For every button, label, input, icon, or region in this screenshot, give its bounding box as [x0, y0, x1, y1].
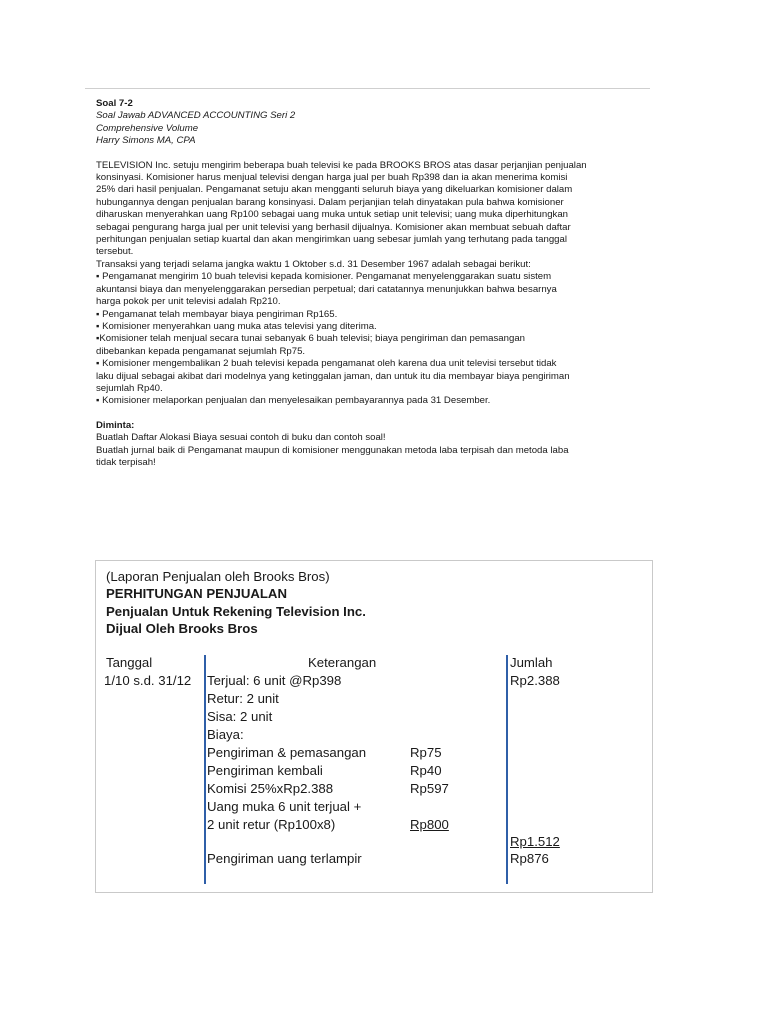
paragraph-line: sejumlah Rp40.: [96, 382, 163, 394]
detail-line: Sisa: 2 unit: [207, 709, 273, 724]
paragraph-line: ▪ Komisioner mengembalikan 2 buah televisi kepada pengamanat oleh karena dua unit televisi tersebut tidak: [96, 358, 557, 370]
cost-amount: Rp75: [410, 745, 442, 760]
problem-text: [96, 98, 646, 469]
paragraph-line: ▪Komisioner telah menjual secara tunai sebanyak 6 buah televisi; biaya pengiriman dan pemasangan: [96, 333, 525, 345]
paragraph-line: diharuskan menyerahkan uang Rp100 sebagai uang muka untuk setiap unit televisi; uang muka diperhitungkan: [96, 209, 569, 221]
paragraph-line: ▪ Komisioner menyerahkan uang muka atas televisi yang diterima.: [96, 320, 377, 332]
cost-amount: Rp40: [410, 763, 442, 778]
detail-line: Pengiriman kembali: [207, 763, 323, 778]
paragraph-line: konsinyasi. Komisioner harus menjual televisi dengan harga jual per buah Rp398 dan ia akan menerima komisi: [96, 172, 568, 184]
detail-line: Terjual: 6 unit @Rp398: [207, 673, 342, 688]
paragraph-line: 25% dari hasil penjualan. Pengamanat setuju akan mengganti seluruh biaya yang dikeluarkan komisioner dalam: [96, 184, 573, 196]
diminta-line: Buatlah jurnal baik di Pengamanat maupun di komisioner menggunakan metoda laba terpisah dan metoda laba: [96, 444, 569, 456]
source-line: Soal Jawab ADVANCED ACCOUNTING Seri 2: [96, 110, 296, 122]
total-sales-amount: Rp2.388: [510, 673, 560, 688]
diminta-label: Diminta:: [96, 419, 135, 431]
paragraph-line: hubungannya dengan penjualan barang konsinyasi. Dalam perjanjian telah dinyatakan pula bahwa komisioner: [96, 196, 564, 208]
cost-amount: Rp800: [410, 817, 449, 832]
paragraph-line: perhitungan penjualan setiap kuartal dan akan mengirimkan uang sebesar jumlah yang terhutang pada tanggal: [96, 234, 567, 246]
column-divider: [204, 655, 206, 884]
report-subtitle: (Laporan Penjualan oleh Brooks Bros): [106, 569, 330, 584]
detail-line: Pengiriman & pemasangan: [207, 745, 367, 760]
report-title: Dijual Oleh Brooks Bros: [106, 621, 258, 637]
column-divider: [506, 655, 508, 884]
total-cost-amount: Rp1.512: [510, 834, 560, 849]
paragraph-line: Transaksi yang terjadi selama jangka waktu 1 Oktober s.d. 31 Desember 1967 adalah sebagai berikut:: [96, 258, 531, 270]
sales-report: [95, 560, 653, 893]
detail-line: Biaya:: [207, 727, 244, 742]
paragraph-line: akuntansi biaya dan menyelenggarakan persedian perpetual; dari catatannya menunjukkan bahwa besarnya: [96, 283, 557, 295]
cost-amount: Rp597: [410, 781, 449, 796]
column-header-keterangan: Keterangan: [308, 655, 377, 670]
paragraph-line: ▪ Pengamanat telah membayar biaya pengiriman Rp165.: [96, 308, 338, 320]
detail-line: Uang muka 6 unit terjual +: [207, 799, 362, 814]
detail-line: Komisi 25%xRp2.388: [207, 781, 334, 796]
top-divider: [85, 88, 650, 89]
problem-heading: Soal 7-2: [96, 98, 133, 109]
paragraph-line: harga pokok per unit televisi adalah Rp210.: [96, 296, 281, 308]
report-title: PERHITUNGAN PENJUALAN: [106, 586, 287, 602]
remittance-amount: Rp876: [510, 851, 549, 866]
diminta-line: Buatlah Daftar Alokasi Biaya sesuai contoh di buku dan contoh soal!: [96, 432, 386, 444]
source-line: Harry Simons MA, CPA: [96, 135, 196, 147]
paragraph-line: ▪ Komisioner melaporkan penjualan dan menyelesaikan pembayarannya pada 31 Desember.: [96, 395, 491, 407]
detail-line: Pengiriman uang terlampir: [207, 851, 362, 866]
source-line: Comprehensive Volume: [96, 122, 199, 134]
column-header-tanggal: Tanggal: [106, 655, 153, 670]
report-title: Penjualan Untuk Rekening Television Inc.: [106, 603, 366, 619]
paragraph-line: laku dijual sebagai akibat dari modelnya yang ketinggalan jaman, dan untuk itu dia membayar biaya pengiriman: [96, 370, 570, 382]
column-header-jumlah: Jumlah: [510, 655, 553, 670]
paragraph-line: tersebut.: [96, 246, 134, 258]
paragraph-line: dibebankan kepada pengamanat sejumlah Rp75.: [96, 345, 306, 357]
detail-line: 2 unit retur (Rp100x8): [207, 817, 336, 832]
report-header: [106, 568, 366, 638]
report-date: 1/10 s.d. 31/12: [104, 673, 192, 688]
paragraph-line: ▪ Pengamanat mengirim 10 buah televisi kepada komisioner. Pengamanat menyelenggarakan suatu sistem: [96, 271, 552, 283]
paragraph-line: TELEVISION Inc. setuju mengirim beberapa buah televisi ke pada BROOKS BROS atas dasar perjanjian penjualan: [96, 159, 587, 171]
detail-line: Retur: 2 unit: [207, 691, 279, 706]
paragraph-line: sebagai pengurang harga jual per unit televisi yang berhasil dijualnya. Komisioner akan membuat sebuah daftar: [96, 221, 571, 233]
diminta-line: tidak terpisah!: [96, 456, 156, 468]
